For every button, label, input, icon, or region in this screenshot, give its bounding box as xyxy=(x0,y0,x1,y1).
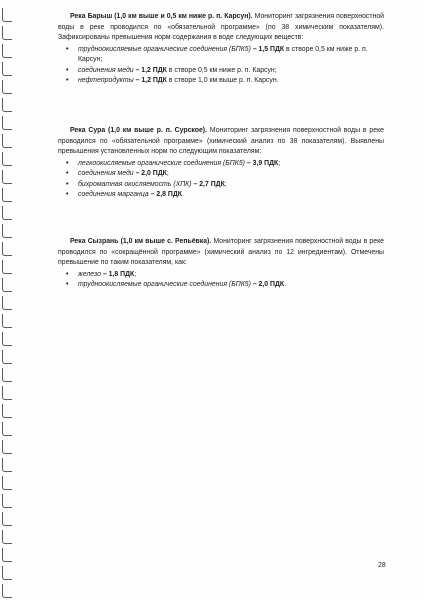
item-value: – 3,9 ПДК xyxy=(246,159,279,167)
section-intro: Мониторинг загрязнения поверхностной воды в реке проводился по «обязательной программе» (по 38 химическим показателям). Зафиксированы превышения норм содержания в воде следующих веществ: xyxy=(58,13,384,41)
list-item xyxy=(58,76,384,87)
binding-hook-icon xyxy=(2,476,12,490)
bullet-icon: • xyxy=(66,170,69,177)
pollutant-list xyxy=(58,270,384,291)
bullet-icon: • xyxy=(66,281,69,288)
bullet-icon: • xyxy=(66,45,69,53)
item-name: легкоокисляемые органические соединения (БПК5) xyxy=(78,159,245,167)
item-tail: . xyxy=(181,191,184,198)
binding-hook-icon xyxy=(2,494,12,508)
section-barysh xyxy=(58,12,384,87)
bullet-icon: • xyxy=(66,159,69,167)
item-tail: ; xyxy=(166,170,169,177)
section-intro: Мониторинг загрязнения поверхностной воды в реке проводился по «сокращённой программе» (химический анализ по 12 ингредиентам). Отмечены превышение по таким показателям, как: xyxy=(58,238,384,266)
section-title: Река Барыш (1,0 км выше и 0,5 км ниже р. п. Карсун). xyxy=(70,13,253,20)
list-item xyxy=(58,270,384,281)
item-tail: ; xyxy=(278,159,281,167)
binding-hook-icon xyxy=(2,170,12,184)
item-name: железо xyxy=(78,270,101,278)
binding-hook-icon xyxy=(2,98,12,112)
binding-hook-icon xyxy=(2,8,12,22)
section-intro: Мониторинг загрязнения поверхностной воды в реке проводился по «обязательной программе» (химический анализ по 38 показателям). Выявлены превышения установленных норм по следующим показателям: xyxy=(58,127,384,155)
bullet-icon: • xyxy=(66,77,69,84)
item-name: трудноокисляемые органические соединения (БПК5) xyxy=(78,281,251,288)
binding-hook-icon xyxy=(2,548,12,562)
binding-hook-icon xyxy=(2,332,12,346)
bullet-icon: • xyxy=(66,180,69,188)
item-name: нефтепродукты xyxy=(78,77,134,84)
section-title: Река Сызрань (1,0 км выше с. Репьёвка). xyxy=(70,238,212,245)
binding-hook-icon xyxy=(2,440,12,454)
binding-hook-icon xyxy=(2,350,12,364)
item-tail: в створе 0,5 км ниже р. п. Карсун; xyxy=(78,45,368,63)
section-title: Река Сура (1,0 км выше р. п. Сурское). xyxy=(70,127,208,134)
item-name: соединения меди xyxy=(78,170,134,177)
bullet-icon: • xyxy=(66,270,69,278)
list-item xyxy=(58,169,384,180)
item-value: – 1,2 ПДК xyxy=(135,66,167,74)
section-paragraph xyxy=(58,12,384,44)
item-name: трудноокисляемые органические соединения (БПК5) xyxy=(78,45,251,53)
binding-hook-icon xyxy=(2,62,12,76)
binding-hook-icon xyxy=(2,296,12,310)
pollutant-list xyxy=(58,159,384,201)
section-sura xyxy=(58,126,384,201)
binding-hook-icon xyxy=(2,26,12,40)
list-item xyxy=(58,280,384,291)
item-value: – 2,8 ПДК xyxy=(150,191,182,198)
binding-hook-icon xyxy=(2,80,12,94)
item-value: – 2,0 ПДК xyxy=(135,170,167,177)
page-number: 28 xyxy=(378,562,386,569)
binding-hook-icon xyxy=(2,278,12,292)
binding-hook-icon xyxy=(2,314,12,328)
section-syzran xyxy=(58,237,384,291)
list-item xyxy=(58,180,384,191)
item-tail: в створе 0,5 км ниже р. п. Карсун; xyxy=(166,66,277,74)
binding-hook-icon xyxy=(2,134,12,148)
binding-hook-icon xyxy=(2,386,12,400)
item-value: – 2,0 ПДК xyxy=(252,281,285,288)
list-item xyxy=(58,159,384,170)
item-name: бихроматная окисляемость (ХПК) xyxy=(78,180,192,188)
bullet-icon: • xyxy=(66,191,69,198)
item-value: – 2,7 ПДК xyxy=(193,180,225,188)
item-value: – 1,2 ПДК xyxy=(135,77,167,84)
binding-hook-icon xyxy=(2,188,12,202)
binding-hook-icon xyxy=(2,260,12,274)
list-item xyxy=(58,190,384,201)
binding-hook-icon xyxy=(2,368,12,382)
binding-hook-icon xyxy=(2,566,12,580)
list-item xyxy=(58,66,384,77)
item-name: соединения меди xyxy=(78,66,134,74)
binding-hook-icon xyxy=(2,152,12,166)
item-name: соединения марганца xyxy=(78,191,149,198)
binding-hook-icon xyxy=(2,458,12,472)
binding-hook-icon xyxy=(2,404,12,418)
list-item xyxy=(58,45,384,66)
item-tail: . xyxy=(284,281,287,288)
binding-hook-icon xyxy=(2,224,12,238)
binding-hook-icon xyxy=(2,530,12,544)
section-paragraph xyxy=(58,237,384,269)
item-tail: ; xyxy=(224,180,227,188)
item-value: – 1,5 ПДК xyxy=(252,45,285,53)
pollutant-list xyxy=(58,45,384,87)
binding-hook-icon xyxy=(2,422,12,436)
binding-hook-icon xyxy=(2,242,12,256)
item-value: – 1,8 ПДК xyxy=(102,270,135,278)
binding-hook-icon xyxy=(2,116,12,130)
binding-margin xyxy=(0,0,16,600)
item-tail: в створе 1,0 км выше р. п. Карсун. xyxy=(166,77,279,84)
binding-hook-icon xyxy=(2,206,12,220)
binding-hook-icon xyxy=(2,584,12,598)
binding-hook-icon xyxy=(2,512,12,526)
binding-hook-icon xyxy=(2,44,12,58)
item-tail: ; xyxy=(134,270,137,278)
bullet-icon: • xyxy=(66,66,69,74)
section-paragraph xyxy=(58,126,384,158)
